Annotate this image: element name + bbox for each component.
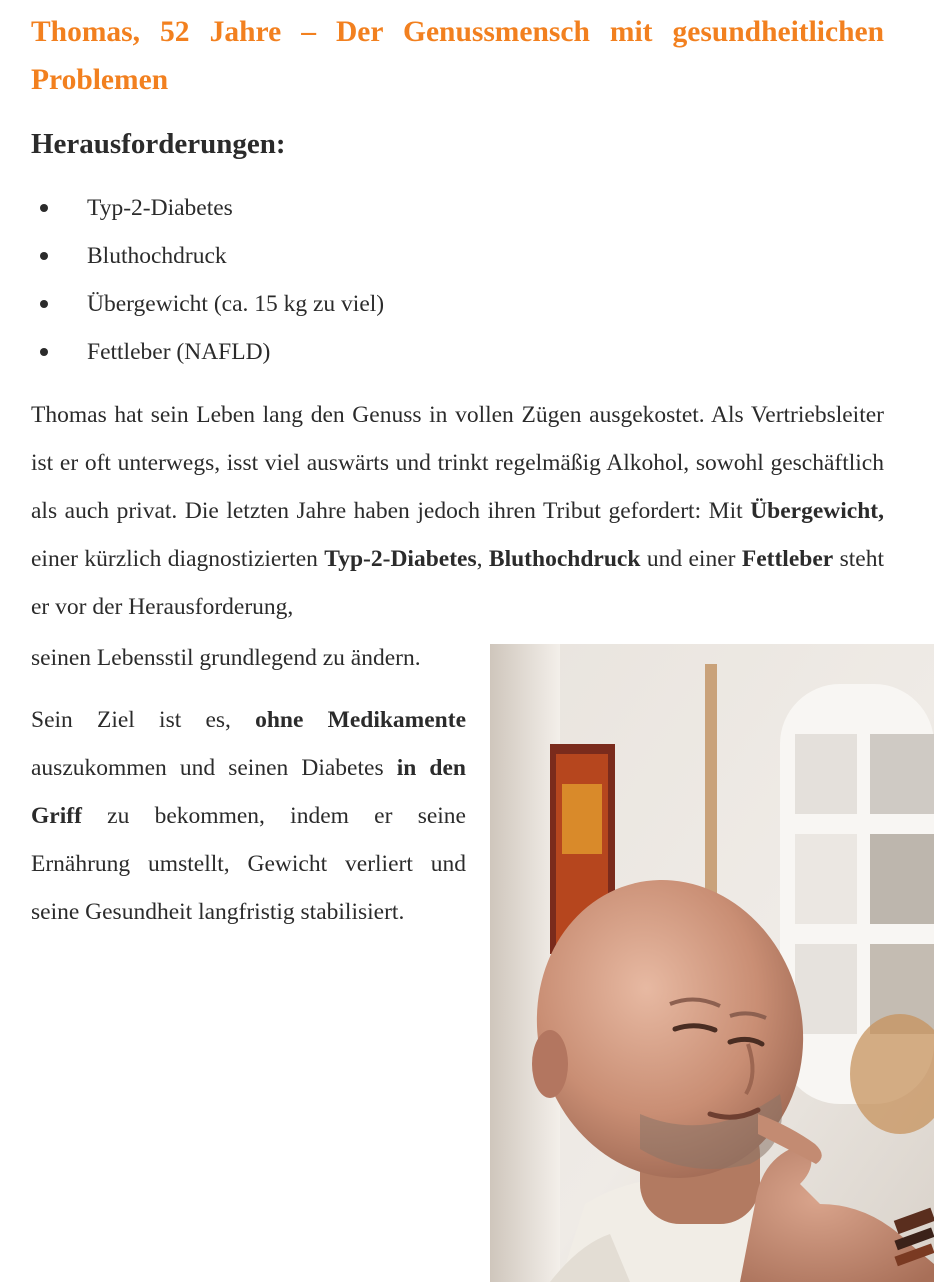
list-item: Übergewicht (ca. 15 kg zu viel) (31, 280, 384, 328)
intro-paragraph-end: seinen Lebensstil grundlegend zu ändern. (31, 645, 421, 671)
portrait-photo (490, 644, 934, 1282)
challenges-heading: Herausforderungen: (31, 128, 286, 160)
text-run: auszukommen und seinen Diabetes (31, 755, 397, 781)
bold-under-control: in den Griff (31, 755, 467, 829)
text-run: Sein Ziel ist es, (31, 707, 256, 733)
goal-paragraph (31, 696, 466, 936)
page-title: Thomas, 52 Jahre – Der Genussmensch mit gesundheitlichen Problemen (31, 16, 884, 96)
intro-paragraph (31, 391, 884, 631)
bold-overweight: Übergewicht, (750, 498, 884, 524)
text-run: und einer (640, 546, 742, 572)
challenges-list (31, 184, 384, 376)
bold-fatty-liver: Fettleber (741, 546, 834, 572)
list-item: Fettleber (NAFLD) (31, 328, 384, 376)
text-run: einer kürzlich diagnostizierten (31, 546, 325, 572)
bold-diabetes: Typ-2-Diabetes (324, 546, 477, 572)
bold-hypertension: Bluthochdruck (488, 546, 641, 572)
text-run: Thomas hat sein Leben lang den Genuss in vollen Zügen ausgekostet. Als Vertriebsleiter ist er oft unterwegs, isst viel auswärts und trinkt regelmäßig Alkohol, sowohl geschäftlich als auch privat. Die letzten Jahre haben jedoch ihren Tribut gefordert: Mit (31, 402, 884, 524)
list-item: Typ-2-Diabetes (31, 184, 384, 232)
text-run: zu bekommen, indem er seine Ernährung umstellt, Gewicht verliert und seine Gesundheit langfristig stabilisiert. (31, 803, 466, 925)
bold-no-medication: ohne Medikamente (255, 707, 466, 733)
list-item: Bluthochdruck (31, 232, 384, 280)
text-run: steht er vor der Herausforderung, (31, 546, 885, 620)
text-run: , (476, 546, 489, 572)
